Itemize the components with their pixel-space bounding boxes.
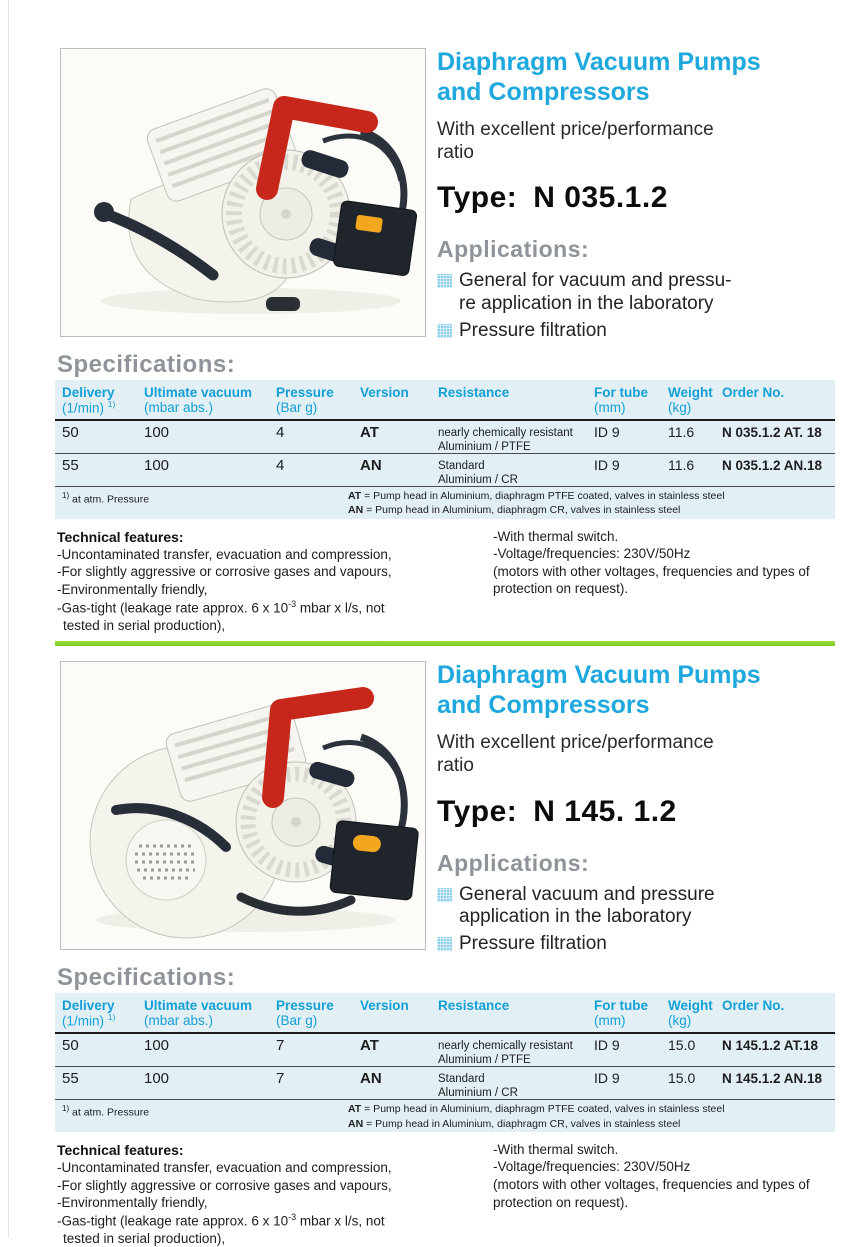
cell-for-tube: ID 9 (594, 423, 620, 440)
legend-line-an (348, 1117, 835, 1132)
col-header-label: Resistance (438, 997, 510, 1013)
cell-order-no: N 145.1.2 AT.18 (722, 1037, 819, 1053)
product-type (437, 795, 826, 829)
application-text-line1: Pressure filtration (459, 319, 607, 341)
cell-for-tube: ID 9 (594, 456, 620, 473)
col-header-label: Pressure (276, 997, 334, 1013)
footnote (62, 1102, 348, 1132)
col-header-order-no (722, 998, 835, 1032)
version-legend (348, 489, 835, 519)
application-text (459, 320, 607, 343)
col-header-label: Delivery (62, 997, 115, 1013)
col-header-resistance (438, 998, 590, 1032)
col-header-version (360, 385, 434, 419)
product-photo-frame (60, 661, 426, 950)
cell-version: AT (360, 1036, 379, 1054)
cell-delivery: 55 (62, 1069, 79, 1087)
application-text-line1: General for vacuum and pressu- (459, 270, 732, 292)
legend-code: AN (348, 504, 364, 517)
feature-line: -Environmentally friendly, (57, 1195, 208, 1211)
application-item (437, 270, 826, 316)
product-title-line2: and Compressors (437, 690, 650, 719)
col-header-label: Weight (668, 384, 713, 400)
cell-order-no: N 035.1.2 AT. 18 (722, 424, 822, 440)
col-header-sup: 1) (107, 399, 116, 410)
feature-line: protection on request). (493, 1194, 629, 1210)
bullet-square-icon (437, 937, 452, 951)
technical-features (57, 528, 863, 634)
col-header-label: For tube (594, 384, 648, 400)
cell-weight: 11.6 (668, 456, 695, 473)
cell-resistance-line1: Standard (438, 459, 485, 472)
pump-photo-illustration (61, 49, 425, 336)
table-header-row (55, 993, 835, 1032)
cell-pressure: 4 (276, 423, 285, 441)
col-header-sub: (Bar g) (276, 400, 318, 416)
technical-features-left (57, 528, 437, 634)
technical-features-right (493, 528, 823, 634)
application-item (437, 933, 826, 956)
cell-resistance (438, 1070, 590, 1101)
table-footnote-row (55, 1099, 835, 1132)
col-header-for-tube (594, 998, 664, 1032)
application-text-line1: Pressure filtration (459, 933, 607, 955)
footnote-sup: 1) (62, 1103, 70, 1113)
col-header-resistance (438, 385, 590, 419)
legend-text: = Pump head in Aluminium, diaphragm CR, valves in stainless steel (363, 1117, 681, 1130)
col-header-label: Delivery (62, 384, 115, 400)
specifications-table (55, 993, 835, 1132)
col-header-sub: (kg) (668, 1013, 692, 1029)
col-header-sub: (1/min) (62, 400, 108, 416)
product-title-line1: Diaphragm Vacuum Pumps (437, 661, 761, 690)
col-header-ultimate-vacuum (144, 998, 272, 1032)
cell-pressure: 7 (276, 1036, 285, 1054)
bullet-square-icon (437, 324, 452, 338)
col-header-pressure (276, 998, 356, 1032)
product-subtitle-line1: With excellent price/performance (437, 732, 714, 754)
cell-resistance-line1: nearly chemically resistant (438, 1039, 573, 1052)
table-row (55, 1032, 835, 1066)
footnote-text: at atm. Pressure (69, 1106, 150, 1119)
product-title-line1: Diaphragm Vacuum Pumps (437, 48, 761, 76)
application-text (459, 270, 731, 316)
footnote (62, 489, 348, 519)
product-type-label: Type: (437, 181, 518, 215)
gas-pre: -Gas-tight (leakage rate approx. 6 x 10 (57, 600, 289, 616)
product-title (437, 661, 826, 720)
feature-line: (motors with other voltages, frequencies and types of (493, 1176, 810, 1192)
col-header-label: Pressure (276, 384, 334, 400)
product-title-line2: and Compressors (437, 77, 650, 106)
cell-order-no: N 145.1.2 AN.18 (722, 1070, 823, 1086)
cell-ultimate-vacuum: 100 (144, 456, 170, 474)
col-header-delivery (62, 998, 140, 1032)
col-header-label: Ultimate vacuum (144, 997, 253, 1013)
col-header-weight (668, 385, 718, 419)
cell-weight: 11.6 (668, 423, 695, 440)
col-header-ultimate-vacuum (144, 385, 272, 419)
cell-delivery: 55 (62, 456, 79, 474)
legend-text: = Pump head in Aluminium, diaphragm PTFE coated, valves in stainless steel (361, 1102, 725, 1115)
legend-line-at (348, 1102, 835, 1117)
product-subtitle-line1: With excellent price/performance (437, 119, 714, 140)
cell-for-tube: ID 9 (594, 1036, 620, 1053)
table-row (55, 453, 835, 486)
technical-features-right (493, 1141, 823, 1247)
feature-line: -Environmentally friendly, (57, 582, 208, 598)
cell-resistance-line2: Aluminium / PTFE (438, 1054, 531, 1067)
feature-line: (motors with other voltages, frequencies and types of (493, 563, 810, 579)
legend-text: = Pump head in Aluminium, diaphragm CR, valves in stainless steel (363, 504, 681, 517)
application-text-line2: application in the laboratory (459, 906, 692, 928)
application-item (437, 884, 826, 930)
bullet-square-icon (437, 274, 452, 288)
cell-ultimate-vacuum: 100 (144, 423, 170, 441)
legend-code: AT (348, 1102, 362, 1115)
gas-sup: -3 (288, 1211, 297, 1222)
gas-post: mbar x l/s, not (296, 600, 385, 616)
version-legend (348, 1102, 835, 1132)
legend-line-at (348, 489, 835, 504)
col-header-sup: 1) (107, 1012, 116, 1023)
col-header-label: Version (360, 997, 409, 1013)
cell-resistance-line2: Aluminium / CR (438, 474, 518, 487)
cell-version: AT (360, 423, 379, 441)
col-header-label: Weight (668, 997, 713, 1013)
cell-order-no: N 035.1.2 AN.18 (722, 457, 823, 473)
table-header-row (55, 380, 835, 419)
col-header-order-no (722, 385, 835, 419)
feature-line: protection on request). (493, 581, 629, 597)
col-header-sub: (kg) (668, 400, 692, 416)
bullet-square-icon (437, 888, 452, 902)
product-photo-frame (60, 48, 426, 337)
applications-list (437, 884, 826, 956)
col-header-pressure (276, 385, 356, 419)
specifications-heading: Specifications: (57, 963, 236, 991)
col-header-sub: (mm) (594, 400, 626, 416)
product-section-n145 (0, 661, 863, 1247)
feature-line: -Uncontaminated transfer, evacuation and compression, (57, 546, 392, 562)
cell-ultimate-vacuum: 100 (144, 1036, 170, 1054)
technical-features-heading: Technical features: (57, 1141, 184, 1158)
feature-line: -With thermal switch. (493, 528, 619, 544)
cell-resistance-line2: Aluminium / PTFE (438, 441, 531, 454)
applications-list (437, 270, 826, 342)
col-header-label: Version (360, 384, 409, 400)
cell-resistance-line2: Aluminium / CR (438, 1087, 518, 1100)
legend-code: AN (348, 1117, 364, 1130)
application-text-line2: re application in the laboratory (459, 293, 714, 315)
table-footnote-row (55, 486, 835, 519)
feature-line: -For slightly aggressive or corrosive gases and vapours, (57, 1177, 392, 1193)
footnote-sup: 1) (62, 490, 70, 500)
col-header-label: For tube (594, 997, 648, 1013)
product-title (437, 48, 826, 107)
legend-code: AT (348, 489, 362, 502)
product-type-value: N 035.1.2 (533, 181, 668, 215)
col-header-label: Order No. (722, 384, 785, 400)
col-header-sub: (mbar abs.) (144, 400, 214, 416)
cell-resistance-line1: nearly chemically resistant (438, 426, 573, 439)
pump-photo-illustration (61, 662, 425, 949)
product-type-label: Type: (437, 794, 518, 828)
table-row (55, 419, 835, 453)
col-header-version (360, 998, 434, 1032)
cell-delivery: 50 (62, 423, 79, 441)
cell-resistance-line1: Standard (438, 1072, 485, 1085)
col-header-sub: (mbar abs.) (144, 1013, 214, 1029)
application-text (459, 933, 607, 956)
application-text (459, 884, 715, 930)
legend-line-an (348, 503, 835, 518)
feature-line: -Uncontaminated transfer, evacuation and compression, (57, 1160, 392, 1176)
product-subtitle (437, 731, 826, 777)
col-header-label: Order No. (722, 997, 785, 1013)
feature-line: tested in serial production), (63, 1230, 226, 1246)
col-header-delivery (62, 385, 140, 419)
application-item (437, 320, 826, 343)
applications-heading: Applications: (437, 236, 590, 263)
cell-pressure: 4 (276, 456, 285, 474)
table-row (55, 1066, 835, 1099)
feature-line: -Voltage/frequencies: 230V/50Hz (493, 1159, 691, 1175)
legend-text: = Pump head in Aluminium, diaphragm PTFE coated, valves in stainless steel (361, 489, 725, 502)
feature-line: tested in serial production), (63, 617, 226, 633)
col-header-weight (668, 998, 718, 1032)
cell-pressure: 7 (276, 1069, 285, 1087)
col-header-sub: (mm) (594, 1013, 626, 1029)
feature-line: -For slightly aggressive or corrosive gases and vapours, (57, 564, 392, 580)
feature-line-gas-tight (57, 599, 437, 617)
cell-version: AN (360, 1069, 382, 1087)
technical-features-heading: Technical features: (57, 528, 184, 545)
col-header-label: Ultimate vacuum (144, 384, 253, 400)
gas-post: mbar x l/s, not (296, 1213, 385, 1229)
product-subtitle-line2: ratio (437, 142, 474, 164)
cell-weight: 15.0 (668, 1069, 696, 1086)
cell-weight: 15.0 (668, 1036, 696, 1053)
cell-resistance (438, 1037, 590, 1068)
technical-features-left (57, 1141, 437, 1247)
specifications-heading: Specifications: (57, 350, 236, 378)
col-header-for-tube (594, 385, 664, 419)
product-section-n035 (0, 48, 863, 634)
feature-line: -With thermal switch. (493, 1141, 619, 1157)
gas-pre: -Gas-tight (leakage rate approx. 6 x 10 (57, 1213, 289, 1229)
feature-line: -Voltage/frequencies: 230V/50Hz (493, 546, 691, 562)
footnote-text: at atm. Pressure (69, 493, 150, 506)
cell-version: AN (360, 456, 382, 474)
col-header-sub: (Bar g) (276, 1013, 318, 1029)
col-header-sub: (1/min) (62, 1013, 108, 1029)
cell-resistance (438, 424, 590, 455)
product-subtitle-line2: ratio (437, 755, 474, 777)
applications-heading: Applications: (437, 849, 590, 876)
feature-line-gas-tight (57, 1212, 437, 1230)
product-type-value: N 145. 1.2 (533, 794, 677, 828)
cell-for-tube: ID 9 (594, 1069, 620, 1086)
cell-resistance (438, 457, 590, 488)
product-type (437, 181, 826, 215)
product-subtitle (437, 118, 826, 164)
specifications-table (55, 380, 835, 519)
gas-sup: -3 (288, 598, 297, 609)
cell-ultimate-vacuum: 100 (144, 1069, 170, 1087)
cell-delivery: 50 (62, 1036, 79, 1054)
application-text-line1: General vacuum and pressure (459, 883, 715, 905)
col-header-label: Resistance (438, 384, 510, 400)
technical-features (57, 1141, 863, 1247)
